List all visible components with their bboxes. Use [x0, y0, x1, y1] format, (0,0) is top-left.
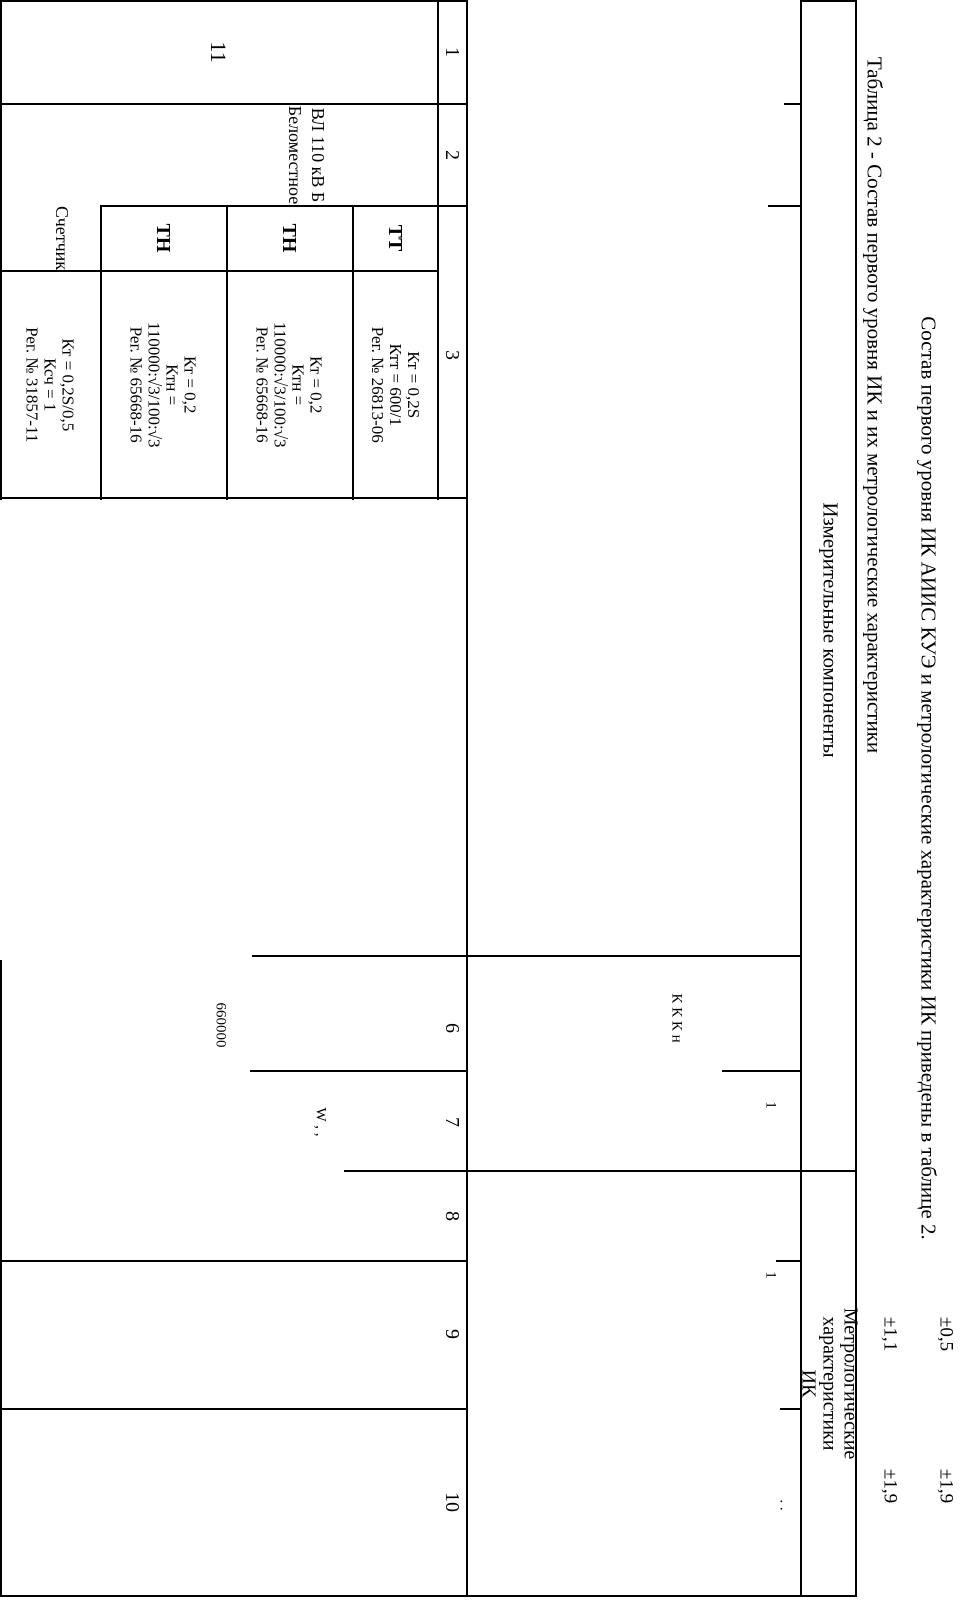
- column-number: 3: [441, 350, 463, 360]
- header-measuring-components: Измерительные компоненты: [818, 502, 843, 758]
- row-name-line2: Беломестное: [285, 105, 305, 205]
- header-fragment: К К К н: [668, 993, 685, 1043]
- header-metrological-characteristics: Метрологические характеристики ИК: [797, 1307, 861, 1460]
- component-details-tn: Кт = 0,2 Ктн = 110000:√3/100:√3 Рег. № 65668-16: [127, 321, 200, 448]
- column-number: 1: [441, 47, 463, 57]
- row-number: 11: [206, 41, 231, 63]
- component-details-meter: Кт = 0,2S/0,5 Ксч = 1 Рег. № 31857-11: [23, 326, 78, 443]
- component-type-tn: ТН: [278, 223, 300, 253]
- column-number: 2: [441, 150, 463, 160]
- accuracy-value: ±1,9: [879, 1468, 901, 1504]
- component-details-tt: Кт = 0,2S Ктт = 600/1 Рег. № 26813-06: [367, 326, 423, 443]
- table-caption: Таблица 2 - Состав первого уровня ИК и их метрологические характеристики: [862, 56, 887, 754]
- row-name-line1: ВЛ 110 кВ Б: [308, 107, 328, 203]
- column-number: 7: [441, 1117, 463, 1127]
- header-fragment: 1: [762, 1271, 779, 1279]
- component-type-tn: ТН: [152, 223, 174, 253]
- header-fragment: 1: [762, 1101, 779, 1109]
- header-fragment: . .: [776, 1499, 793, 1511]
- cell-fragment: 660000: [212, 1002, 229, 1048]
- component-type-tt: ТТ: [384, 224, 406, 252]
- cell-fragment: W , ,: [312, 1107, 329, 1137]
- component-details-tn: Кт = 0,2 Ктн = 110000:√3/100:√3 Рег. № 65668-16: [253, 321, 326, 448]
- intro-line: Состав первого уровня ИК АИИС КУЭ и метрологические характеристики ИК приведены в таблице 2.: [916, 316, 941, 1240]
- column-number: 6: [441, 1023, 463, 1033]
- column-number: 9: [441, 1329, 463, 1339]
- accuracy-value: ±1,9: [935, 1468, 957, 1504]
- accuracy-value: ±1,1: [879, 1316, 901, 1352]
- accuracy-value: ±0,5: [935, 1316, 957, 1352]
- column-number: 10: [441, 1492, 463, 1512]
- component-type-meter: Счетчик: [52, 205, 72, 271]
- column-number: 8: [441, 1211, 463, 1221]
